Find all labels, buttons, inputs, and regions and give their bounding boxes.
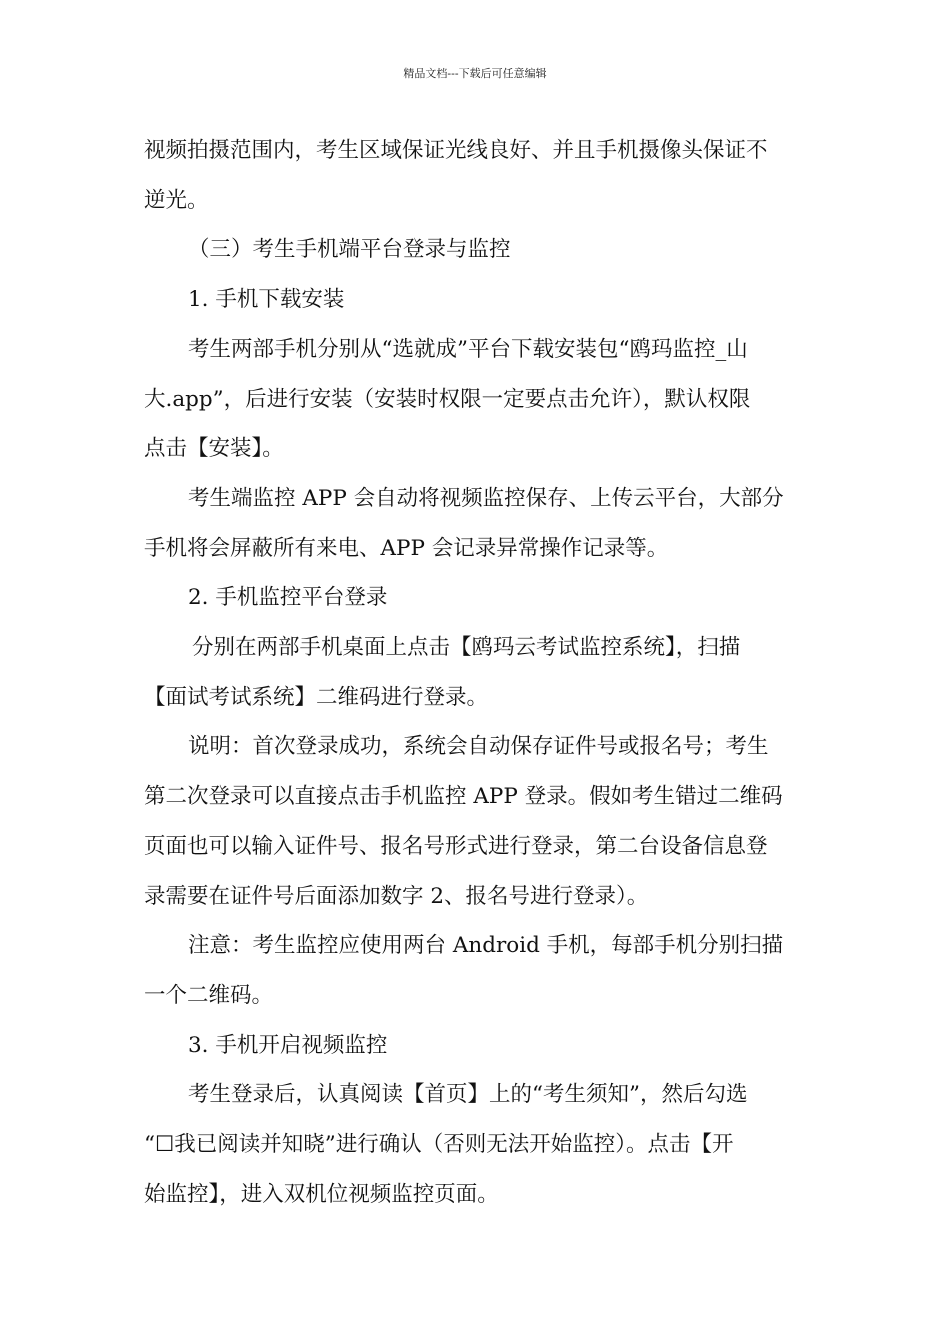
body-line: 逆光。 <box>144 187 209 213</box>
body-line: 大.app”，后进行安装（安装时权限一定要点击允许），默认权限 <box>144 386 751 412</box>
body-line: 第二次登录可以直接点击手机监控 APP 登录。假如考生错过二维码 <box>144 784 783 810</box>
sub-heading: 1. 手机下载安装 <box>188 287 345 313</box>
body-line: 说明：首次登录成功，系统会自动保存证件号或报名号；考生 <box>188 734 769 760</box>
body-line: 始监控】，进入双机位视频监控页面。 <box>144 1181 499 1207</box>
section-heading: （三）考生手机端平台登录与监控 <box>188 237 511 263</box>
body-line: 录需要在证件号后面添加数字 2、报名号进行登录）。 <box>144 883 649 909</box>
document-body <box>144 126 808 1219</box>
body-line: 考生两部手机分别从“选就成”平台下载安装包“鸥玛监控_山 <box>188 336 748 362</box>
body-line: 分别在两部手机桌面上点击【鸥玛云考试监控系统】，扫描 <box>192 635 741 661</box>
body-line: 【面试考试系统】二维码进行登录。 <box>144 684 489 710</box>
body-line: “☐我已阅读并知晓”进行确认（否则无法开始监控）。点击【开 <box>144 1132 734 1158</box>
body-line: 页面也可以输入证件号、报名号形式进行登录，第二台设备信息登 <box>144 833 768 859</box>
sub-heading: 2. 手机监控平台登录 <box>188 585 388 611</box>
body-line: 点击【安装】。 <box>144 436 284 462</box>
sub-heading: 3. 手机开启视频监控 <box>188 1032 388 1058</box>
body-line: 注意：考生监控应使用两台 Android 手机，每部手机分别扫描 <box>188 933 784 959</box>
body-line: 手机将会屏蔽所有来电、APP 会记录异常操作记录等。 <box>144 535 669 561</box>
body-line: 考生端监控 APP 会自动将视频监控保存、上传云平台，大部分 <box>188 485 784 511</box>
body-line: 考生登录后，认真阅读【首页】上的“考生须知”，然后勾选 <box>188 1082 748 1108</box>
body-line: 视频拍摄范围内，考生区域保证光线良好、并且手机摄像头保证不 <box>144 138 768 163</box>
page-header: 精品文档---下载后可任意编辑 <box>403 67 547 80</box>
body-line: 一个二维码。 <box>144 982 274 1008</box>
